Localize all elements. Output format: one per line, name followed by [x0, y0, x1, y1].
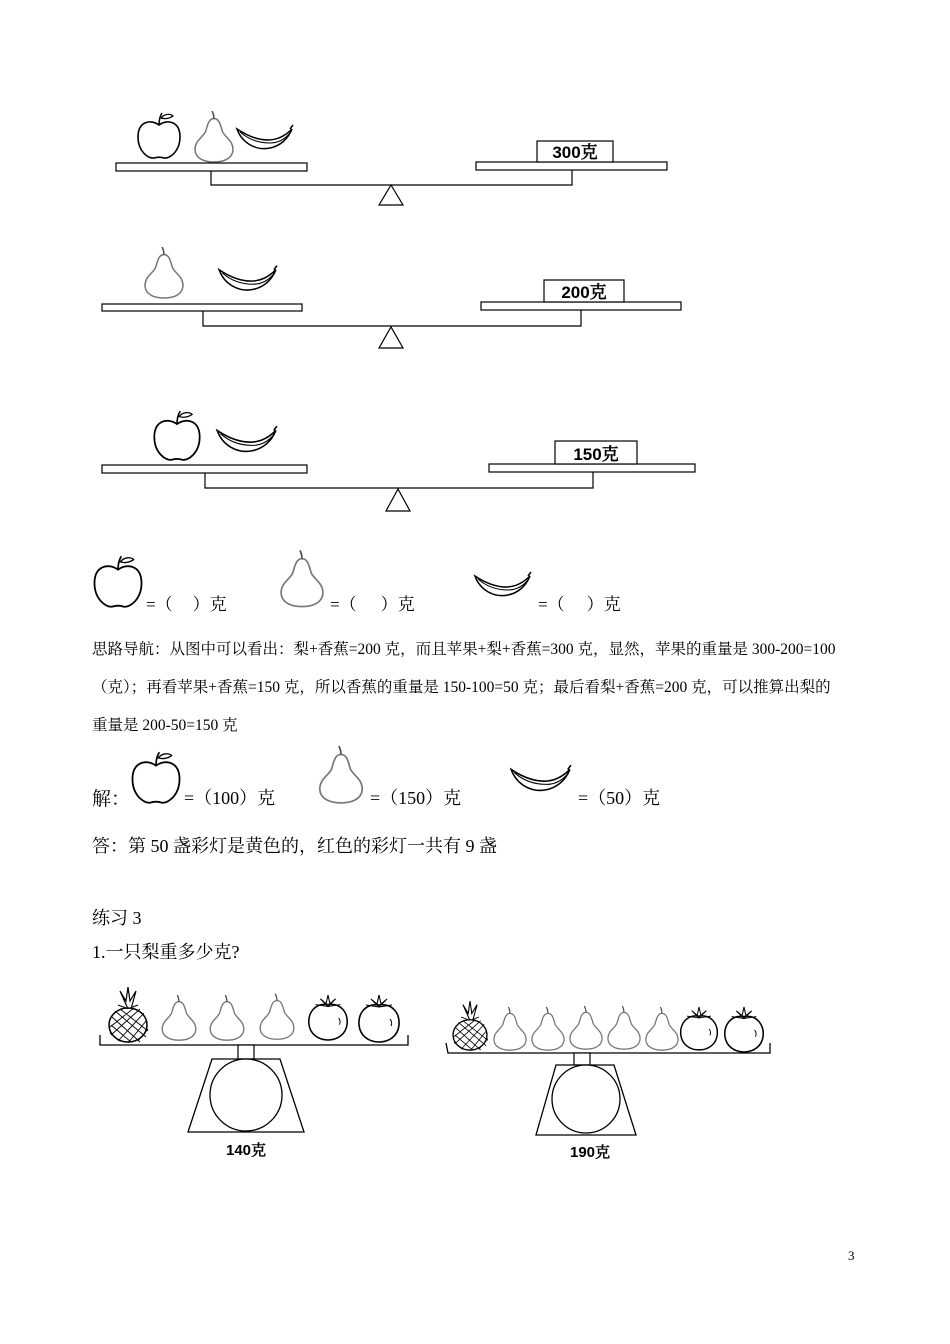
scale-dial: [210, 1059, 282, 1131]
solution-pear: =（150）克: [370, 788, 462, 808]
tomato-icon: [681, 1007, 718, 1050]
banana-icon: [217, 426, 277, 451]
banana-icon: [237, 125, 293, 149]
pear-icon: [312, 744, 370, 806]
hint-line-1: 思路导航：从图中可以看出：梨+香蕉=200 克，而且苹果+梨+香蕉=300 克，显然，苹果的重量是 300-200=100: [92, 641, 836, 658]
solution-apple: =（100）克: [184, 788, 276, 808]
answer-text: 答：第 50 盏彩灯是黄色的，红色的彩灯一共有 9 盏: [92, 836, 497, 856]
weight-label: 300克: [552, 143, 598, 162]
tomato-icon: [359, 995, 399, 1042]
pear-answer-blank[interactable]: =（ ）克: [330, 595, 415, 614]
beam: [205, 472, 593, 488]
pear-icon: [195, 111, 233, 162]
hint-paragraph: [92, 631, 872, 745]
right-pan: [489, 464, 695, 472]
pear-icon: [145, 247, 183, 298]
scale-dial: [552, 1065, 620, 1133]
pear-icon: [494, 1007, 526, 1050]
beam: [211, 170, 572, 185]
apple-icon: [138, 113, 180, 158]
tomato-icon: [309, 995, 347, 1040]
banana-icon: [219, 266, 277, 290]
right-pan: [476, 162, 667, 170]
beam: [203, 310, 581, 326]
platform-scale-2: [440, 995, 780, 1165]
pear-icon: [532, 1007, 564, 1050]
banana-answer-blank[interactable]: =（ ）克: [538, 595, 621, 614]
banana-icon: [470, 566, 534, 602]
exercise-question: 1.一只梨重多少克?: [92, 942, 240, 962]
weight-label: 200克: [561, 283, 607, 302]
balance-scale-3: [96, 405, 701, 515]
pear-icon: [210, 995, 244, 1040]
balance-scale-1: [110, 105, 680, 210]
pineapple-icon: [453, 1001, 488, 1051]
left-pan: [102, 304, 302, 311]
banana-icon: [506, 758, 574, 798]
hint-line-3: 重量是 200-50=150 克: [92, 717, 238, 734]
pear-icon: [570, 1006, 602, 1049]
apple-answer-blank[interactable]: =（ ）克: [146, 595, 227, 614]
platform-scale-1: [96, 985, 416, 1165]
weight-label: 150克: [573, 445, 619, 464]
hint-line-2: （克）；再看苹果+香蕉=150 克，所以香蕉的重量是 150-100=50 克；最后看梨+香蕉=200 克，可以推算出梨的: [92, 679, 831, 696]
scale-weight-label: 190克: [569, 1144, 611, 1161]
left-pan: [102, 465, 307, 473]
pear-icon: [162, 995, 196, 1040]
pear-icon: [260, 994, 294, 1039]
solution-label: 解：: [92, 789, 131, 810]
right-pan: [481, 302, 681, 310]
fulcrum: [379, 185, 403, 205]
tomato-icon: [725, 1007, 763, 1052]
balance-scale-2: [96, 245, 686, 355]
pear-icon: [608, 1006, 640, 1049]
apple-icon: [88, 552, 146, 612]
apple-icon: [126, 748, 186, 808]
scale-neck: [238, 1045, 254, 1059]
pineapple-icon: [109, 987, 148, 1043]
page-number: 3: [848, 1248, 855, 1263]
apple-icon: [154, 411, 199, 460]
left-pan: [116, 163, 307, 171]
fulcrum: [379, 327, 403, 348]
scale-neck: [574, 1053, 590, 1065]
scale-platform: [100, 1035, 408, 1045]
pear-icon: [274, 548, 330, 610]
exercise-title: 练习 3: [92, 908, 142, 928]
fulcrum: [386, 489, 410, 511]
scale-weight-label: 140克: [225, 1142, 267, 1159]
solution-banana: =（50）克: [578, 788, 661, 808]
pear-icon: [646, 1007, 678, 1050]
